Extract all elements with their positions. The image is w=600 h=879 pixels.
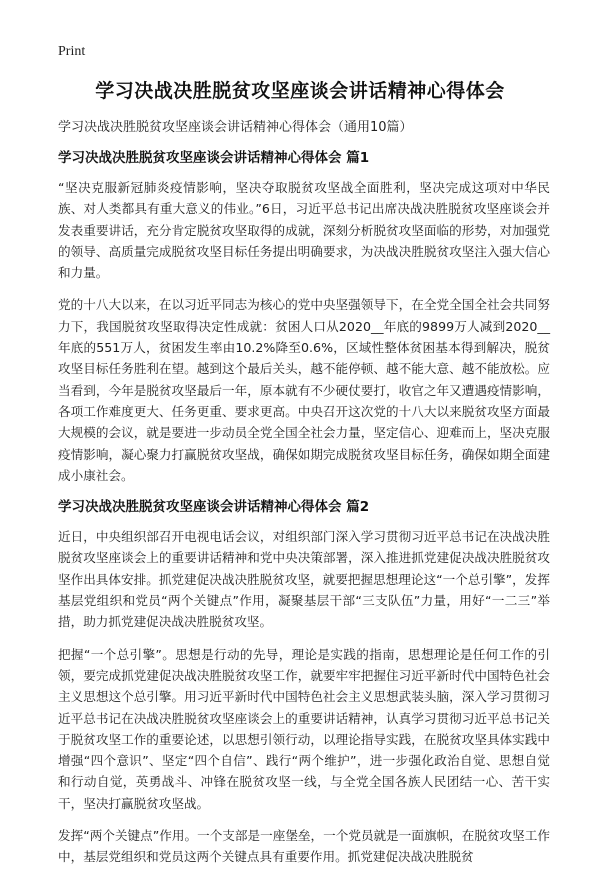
print-link[interactable]: Print xyxy=(58,44,86,59)
section-heading-1: 学习决战决胜脱贫攻坚座谈会讲话精神心得体会 篇1 xyxy=(58,150,370,166)
section-1-paragraph-1: “坚决克服新冠肺炎疫情影响，坚决夺取脱贫攻坚战全面胜利，坚决完成这项对中华民族、对人类都具有重大意义的伟业。”6日，习近平总书记出席决战决胜脱贫攻坚座谈会并发表重要讲话，充分肯定脱贫攻坚取得的成就，深刻分析脱贫攻坚面临的形势，对加强党的领导、高质量完成脱贫攻坚目标任务提出明确要求，为决战决胜脱贫攻坚注入强大信心和力量。 xyxy=(58,180,550,281)
section-2-paragraph-3: 发挥“两个关键点”作用。一个支部是一座堡垒，一个党员就是一面旗帜，在脱贫攻坚工作中，基层党组织和党员这两个关键点具有重要作用。抓党建促决战决胜脱贫 xyxy=(58,828,550,865)
section-1-paragraph-2: 党的十八大以来，在以习近平同志为核心的党中央坚强领导下，在全党全国全社会共同努力下，我国脱贫攻坚取得决定性成就：贫困人口从2020__年底的9899万人减到2020__年底的551万人，贫困发生率由10.2%降至0.6%，区域性整体贫困基本得到解决，脱贫攻坚目标任务胜利在望。越到这个最后关头，越不能停顿、越不能大意、越不能放松。应当看到，今年是脱贫攻坚最后一年，原本就有不少硬仗要打，收官之年又遭遇疫情影响，各项工作难度更大、任务更重、要求更高。中央召开这次党的十八大以来脱贫攻坚方面最大规模的会议，就是要进一步动员全党全国全社会力量，坚定信心、迎难而上，坚决克服疫情影响，凝心聚力打赢脱贫攻坚战，确保如期完成脱贫攻坚目标任务，确保如期全面建成小康社会。 xyxy=(58,297,550,483)
document-body xyxy=(58,118,550,879)
document-subtitle: 学习决战决胜脱贫攻坚座谈会讲话精神心得体会（通用10篇） xyxy=(58,120,413,135)
section-2-paragraph-1: 近日，中央组织部召开电视电话会议，对组织部门深入学习贯彻习近平总书记在决战决胜脱贫攻坚座谈会上的重要讲话精神和党中央决策部署，深入推进抓党建促决战决胜脱贫攻坚作出具体安排。抓党建促决战决胜脱贫攻坚，就要把握思想理论这“一个总引擎”，发挥基层党组织和党员“两个关键点”作用，凝聚基层干部“三支队伍”力量，用好“一二三”举措，助力抓党建促决战决胜脱贫攻坚。 xyxy=(58,529,550,630)
document-title: 学习决战决胜脱贫攻坚座谈会讲话精神心得体会 xyxy=(95,80,505,102)
section-2-paragraph-2: 把握“一个总引擎”。思想是行动的先导，理论是实践的指南，思想理论是任何工作的引领，要完成抓党建促决战决胜脱贫攻坚工作，就要牢牢把握住习近平新时代中国特色社会主义思想这个总引擎。用习近平新时代中国特色社会主义思想武装头脑，深入学习贯彻习近平总书记在决战决胜脱贫攻坚座谈会上的重要讲话精神，认真学习贯彻习近平总书记关于脱贫攻坚工作的重要论述，以思想引领行动，以理论指导实践，在脱贫攻坚具体实践中增强“四个意识”、坚定“四个自信”、践行“两个维护”，进一步强化政治自觉、思想自觉和行动自觉，英勇战斗、冲锋在脱贫攻坚一线，与全党全国各族人民团结一心、苦干实干，坚决打赢脱贫攻坚战。 xyxy=(58,646,550,811)
section-heading-2: 学习决战决胜脱贫攻坚座谈会讲话精神心得体会 篇2 xyxy=(58,499,370,516)
